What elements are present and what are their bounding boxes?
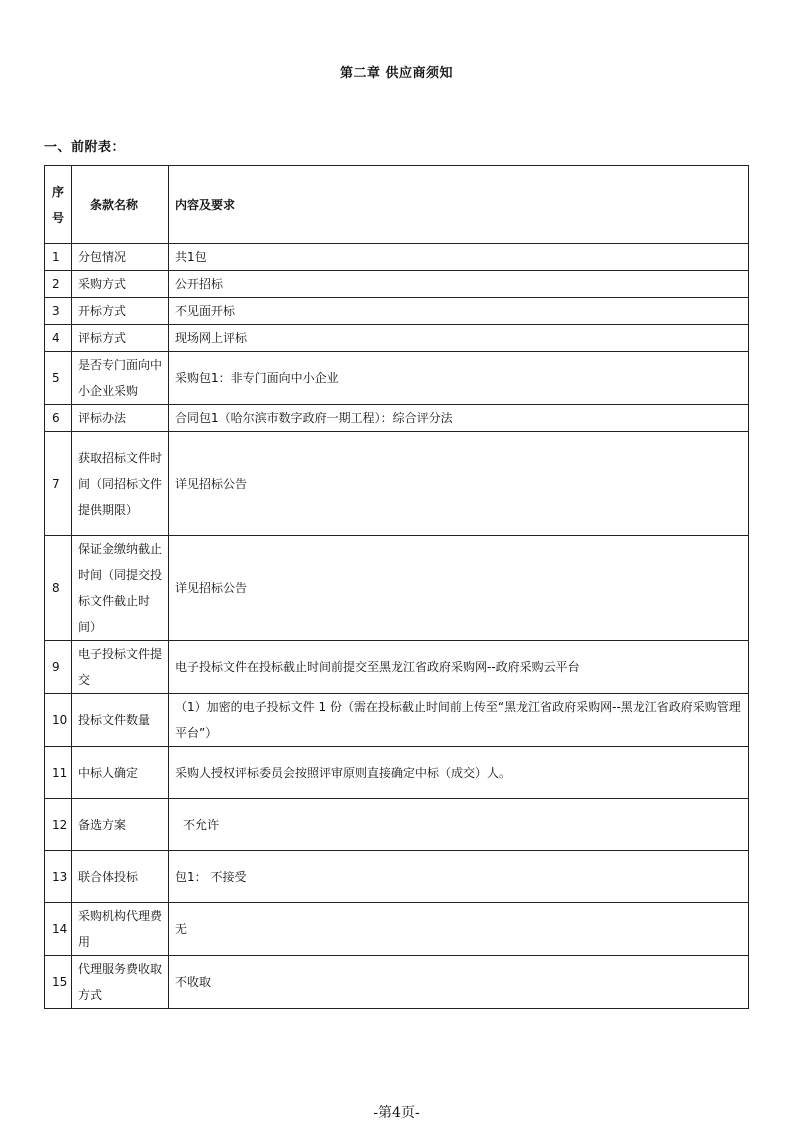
- row-content: 共1包: [169, 244, 749, 271]
- page-number-footer: -第4页-: [373, 1105, 420, 1121]
- row-name: 投标文件数量: [72, 694, 169, 747]
- row-content: 详见招标公告: [169, 536, 749, 641]
- row-no: 2: [45, 271, 72, 298]
- section-heading: 一、前附表：: [44, 140, 126, 155]
- row-name: 评标办法: [72, 405, 169, 432]
- row-name: 电子投标文件提交: [72, 641, 169, 694]
- table-row: [45, 851, 749, 903]
- row-content: 不收取: [169, 956, 749, 1009]
- row-no: 5: [45, 352, 72, 405]
- row-no: 8: [45, 536, 72, 641]
- row-content: 现场网上评标: [169, 325, 749, 352]
- row-content: 详见招标公告: [169, 432, 749, 536]
- row-no: 7: [45, 432, 72, 536]
- front-table: [44, 165, 749, 1009]
- table-row: [45, 298, 749, 325]
- row-no: 10: [45, 694, 72, 747]
- row-name: 获取招标文件时间（同招标文件提供期限）: [72, 432, 169, 536]
- row-name: 采购机构代理费用: [72, 903, 169, 956]
- table-row: [45, 799, 749, 851]
- header-content: 内容及要求: [169, 166, 749, 244]
- table-row: [45, 536, 749, 641]
- row-no: 6: [45, 405, 72, 432]
- page-title: 第二章 供应商须知: [339, 66, 454, 81]
- row-no: 12: [45, 799, 72, 851]
- table-row: [45, 432, 749, 536]
- header-no: 序号: [45, 166, 72, 244]
- row-no: 14: [45, 903, 72, 956]
- table-row: [45, 325, 749, 352]
- row-name: 分包情况: [72, 244, 169, 271]
- row-name: 是否专门面向中小企业采购: [72, 352, 169, 405]
- row-content: 公开招标: [169, 271, 749, 298]
- row-no: 11: [45, 747, 72, 799]
- row-no: 13: [45, 851, 72, 903]
- row-name: 保证金缴纳截止时间（同提交投标文件截止时间）: [72, 536, 169, 641]
- table-row: [45, 352, 749, 405]
- row-no: 9: [45, 641, 72, 694]
- header-clause-name: 条款名称: [72, 166, 169, 244]
- row-name: 评标方式: [72, 325, 169, 352]
- row-name: 联合体投标: [72, 851, 169, 903]
- table-row: [45, 641, 749, 694]
- row-content: 包1： 不接受: [169, 851, 749, 903]
- table-header-row: [45, 166, 749, 244]
- row-name: 中标人确定: [72, 747, 169, 799]
- row-content: （1）加密的电子投标文件 1 份（需在投标截止时间前上传至“黑龙江省政府采购网--黑龙江省政府采购管理平台”）: [169, 694, 749, 747]
- row-no: 4: [45, 325, 72, 352]
- row-content: 无: [169, 903, 749, 956]
- table-row: [45, 903, 749, 956]
- row-content: 电子投标文件在投标截止时间前提交至黑龙江省政府采购网--政府采购云平台: [169, 641, 749, 694]
- row-no: 3: [45, 298, 72, 325]
- row-content: 合同包1（哈尔滨市数字政府一期工程）：综合评分法: [169, 405, 749, 432]
- table-row: [45, 244, 749, 271]
- row-no: 15: [45, 956, 72, 1009]
- row-name: 采购方式: [72, 271, 169, 298]
- table-row: [45, 694, 749, 747]
- row-content: 不允许: [169, 799, 749, 851]
- table-row: [45, 956, 749, 1009]
- row-content: 采购人授权评标委员会按照评审原则直接确定中标（成交）人。: [169, 747, 749, 799]
- row-name: 代理服务费收取方式: [72, 956, 169, 1009]
- row-content: 不见面开标: [169, 298, 749, 325]
- table-row: [45, 271, 749, 298]
- table-row: [45, 405, 749, 432]
- table-row: [45, 747, 749, 799]
- row-no: 1: [45, 244, 72, 271]
- row-name: 备选方案: [72, 799, 169, 851]
- row-name: 开标方式: [72, 298, 169, 325]
- row-content: 采购包1：非专门面向中小企业: [169, 352, 749, 405]
